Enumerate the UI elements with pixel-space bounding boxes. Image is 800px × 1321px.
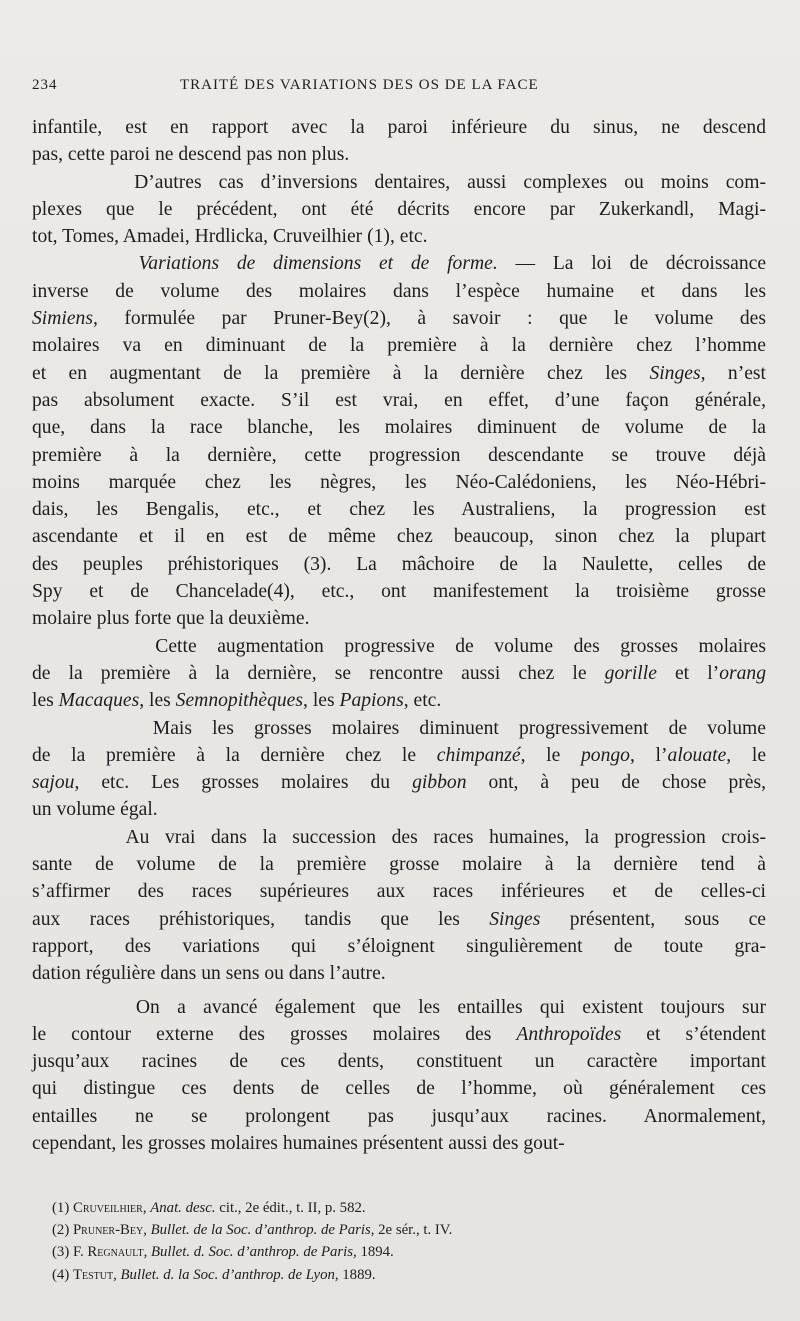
page-header xyxy=(32,77,768,99)
text-line xyxy=(32,305,766,332)
text-line xyxy=(32,223,766,250)
text-line xyxy=(32,169,766,196)
text-line xyxy=(32,114,766,141)
text-run: première à la dernière, cette progression descendante se trouve déjà xyxy=(32,444,766,466)
text-run: rapport, des variations qui s’éloignent singulièrement de toute gra- xyxy=(32,935,766,957)
text-line xyxy=(32,332,766,359)
italic-text: Semnopithèques xyxy=(175,690,304,712)
text-line xyxy=(32,141,766,168)
text-line xyxy=(32,250,766,277)
text-line xyxy=(32,278,766,305)
text-run: 1889. xyxy=(338,1266,376,1283)
text-line xyxy=(32,796,766,823)
text-line xyxy=(32,196,766,223)
text-run: , xyxy=(143,1222,151,1239)
italic-text: Simiens, xyxy=(32,308,98,330)
italic-text: Anthropoïdes xyxy=(516,1023,622,1045)
text-line xyxy=(32,633,766,660)
text-run: de la première à la dernière chez le xyxy=(32,744,437,766)
text-run: Spy et de Chancelade(4), etc., ont manifestement la troisième grosse xyxy=(32,581,766,603)
text-run: , xyxy=(113,1266,121,1283)
text-run: ont, à peu de chose près, xyxy=(466,772,766,794)
text-run: , xyxy=(143,1244,151,1261)
text-line xyxy=(32,551,766,578)
italic-text: Singes xyxy=(649,362,701,384)
text-run: , le xyxy=(520,744,581,766)
text-run: molaires va en diminuant de la première à la dernière chez l’homme xyxy=(32,335,766,357)
italic-text: sajou xyxy=(32,772,75,794)
text-line xyxy=(32,496,766,523)
italic-text: Variations de dimensions et de forme. xyxy=(138,253,498,275)
text-line xyxy=(32,742,766,769)
text-run: (3) F. xyxy=(52,1244,88,1261)
footnote xyxy=(52,1219,752,1241)
text-line xyxy=(32,523,766,550)
text-line xyxy=(32,824,766,851)
italic-text: gorille xyxy=(604,662,657,684)
text-run: Cette augmentation progressive de volume des grosses molaires xyxy=(32,635,766,657)
text-run: dation régulière dans un sens ou dans l’autre. xyxy=(32,963,386,985)
text-run: On a avancé également que les entailles qui existent toujours sur xyxy=(32,996,766,1018)
italic-text: pongo xyxy=(580,744,630,766)
text-run: (2) xyxy=(52,1222,73,1239)
text-run: (1) xyxy=(52,1200,73,1216)
text-run: les xyxy=(32,690,59,712)
text-run: et l’ xyxy=(656,662,720,684)
text-run: infantile, est en rapport avec la paroi inférieure du sinus, ne descend xyxy=(32,117,766,138)
text-line xyxy=(32,414,766,441)
text-run: pas absolument exacte. S’il est vrai, en effet, d’une façon générale, xyxy=(32,389,766,411)
text-run: le contour externe des grosses molaires des xyxy=(32,1023,517,1045)
text-line xyxy=(32,469,766,496)
text-run: — La loi de décroissance xyxy=(497,253,767,275)
text-run: , etc. xyxy=(403,690,442,712)
author-name: Regnault xyxy=(87,1244,144,1261)
text-line xyxy=(32,442,766,469)
text-line xyxy=(32,1130,766,1157)
running-title: TRAITÉ DES VARIATIONS DES OS DE LA FACE xyxy=(180,77,539,93)
text-run: jusqu’aux racines de ces dents, constituent un caractère important xyxy=(32,1051,766,1073)
text-run: de la première à la dernière, se rencontre aussi chez le xyxy=(32,662,605,684)
text-line xyxy=(32,1048,766,1075)
italic-text: Bullet. d. la Soc. d’anthrop. de Lyon, xyxy=(120,1266,339,1283)
text-line xyxy=(32,906,766,933)
italic-text: alouate xyxy=(667,744,727,766)
footnotes xyxy=(52,1197,752,1286)
text-line xyxy=(32,960,766,987)
text-run: , le xyxy=(726,744,767,766)
text-line xyxy=(32,605,766,632)
text-run: , les xyxy=(139,690,176,712)
italic-text: Singes xyxy=(489,908,541,930)
text-run: et en augmentant de la première à la dernière chez les xyxy=(32,362,650,384)
text-line xyxy=(32,769,766,796)
footnote xyxy=(52,1241,752,1263)
text-run: Au vrai dans la succession des races humaines, la progression crois- xyxy=(32,826,766,848)
text-run: 1894. xyxy=(356,1244,394,1261)
body-text xyxy=(32,114,766,1157)
italic-text: orang xyxy=(719,662,767,684)
footnote xyxy=(52,1264,752,1286)
text-line xyxy=(32,687,766,714)
page-number: 234 xyxy=(32,77,58,93)
italic-text: gibbon xyxy=(412,772,467,794)
text-line xyxy=(32,1103,766,1130)
text-run: Mais les grosses molaires diminuent progressivement de volume xyxy=(32,717,766,739)
text-run: pas, cette paroi ne descend pas non plus. xyxy=(32,144,350,166)
text-run: inverse de volume des molaires dans l’espèce humaine et dans les xyxy=(32,280,766,302)
footnote xyxy=(52,1197,752,1219)
text-line xyxy=(32,994,766,1021)
text-run: des peuples préhistoriques (3). La mâchoire de la Naulette, celles de xyxy=(32,553,766,575)
text-run: et s’étendent xyxy=(621,1023,766,1045)
text-line xyxy=(32,715,766,742)
text-run: cit., 2e édit., t. II, p. 582. xyxy=(215,1200,366,1216)
text-run: , n’est xyxy=(700,362,766,384)
text-run: , l’ xyxy=(629,744,668,766)
italic-text: Bullet. de la Soc. d’anthrop. de Paris, xyxy=(150,1222,375,1239)
text-run: tot, Tomes, Amadei, Hrdlicka, Cruveilhier (1), etc. xyxy=(32,226,428,248)
text-run: formulée par Pruner-Bey(2), à savoir : que le volume des xyxy=(97,308,766,330)
author-name: Pruner-Bey xyxy=(72,1222,144,1239)
text-run: moins marquée chez les nègres, les Néo-Calédoniens, les Néo-Hébri- xyxy=(32,471,766,493)
text-line xyxy=(32,1075,766,1102)
text-line xyxy=(32,387,766,414)
text-run: qui distingue ces dents de celles de l’homme, où généralement ces xyxy=(32,1078,766,1100)
text-line xyxy=(32,878,766,905)
italic-text: chimpanzé xyxy=(436,744,521,766)
text-line xyxy=(32,360,766,387)
text-run: aux races préhistoriques, tandis que les xyxy=(32,908,490,930)
text-line xyxy=(32,851,766,878)
text-line xyxy=(32,660,766,687)
text-run: , xyxy=(142,1200,151,1216)
author-name: Testut xyxy=(72,1266,114,1283)
text-line xyxy=(32,578,766,605)
text-run: s’affirmer des races supérieures aux races inférieures et de celles-ci xyxy=(32,881,766,903)
text-run: , etc. Les grosses molaires du xyxy=(74,772,413,794)
text-run: un volume égal. xyxy=(32,799,158,821)
text-run: ascendante et il en est de même chez beaucoup, sinon chez la plupart xyxy=(32,526,766,548)
text-run: sante de volume de la première grosse molaire à la dernière tend à xyxy=(32,854,766,876)
text-run: molaire plus forte que la deuxième. xyxy=(32,608,310,630)
text-run: entailles ne se prolongent pas jusqu’aux racines. Anormalement, xyxy=(32,1105,766,1127)
text-run: dais, les Bengalis, etc., et chez les Australiens, la progression est xyxy=(32,499,766,521)
text-run: , les xyxy=(303,690,340,712)
text-run: D’autres cas d’inversions dentaires, aussi complexes ou moins com- xyxy=(32,171,766,193)
author-name: Cruveilhier xyxy=(72,1200,143,1216)
text-run: cependant, les grosses molaires humaines présentent aussi des gout- xyxy=(32,1132,565,1154)
text-run: (4) xyxy=(52,1266,73,1283)
text-run: que, dans la race blanche, les molaires diminuent de volume de la xyxy=(32,417,766,439)
text-run: 2e sér., t. IV. xyxy=(374,1222,453,1239)
text-run: plexes que le précédent, ont été décrits encore par Zukerkandl, Magi- xyxy=(32,198,766,220)
text-line xyxy=(32,1021,766,1048)
text-run: présentent, sous ce xyxy=(540,908,766,930)
italic-text: Macaques xyxy=(58,690,140,712)
italic-text: Anat. desc. xyxy=(150,1200,216,1216)
text-run xyxy=(32,253,139,274)
text-line xyxy=(32,933,766,960)
italic-text: Bullet. d. Soc. d’anthrop. de Paris, xyxy=(150,1244,357,1261)
italic-text: Papions xyxy=(339,690,404,712)
